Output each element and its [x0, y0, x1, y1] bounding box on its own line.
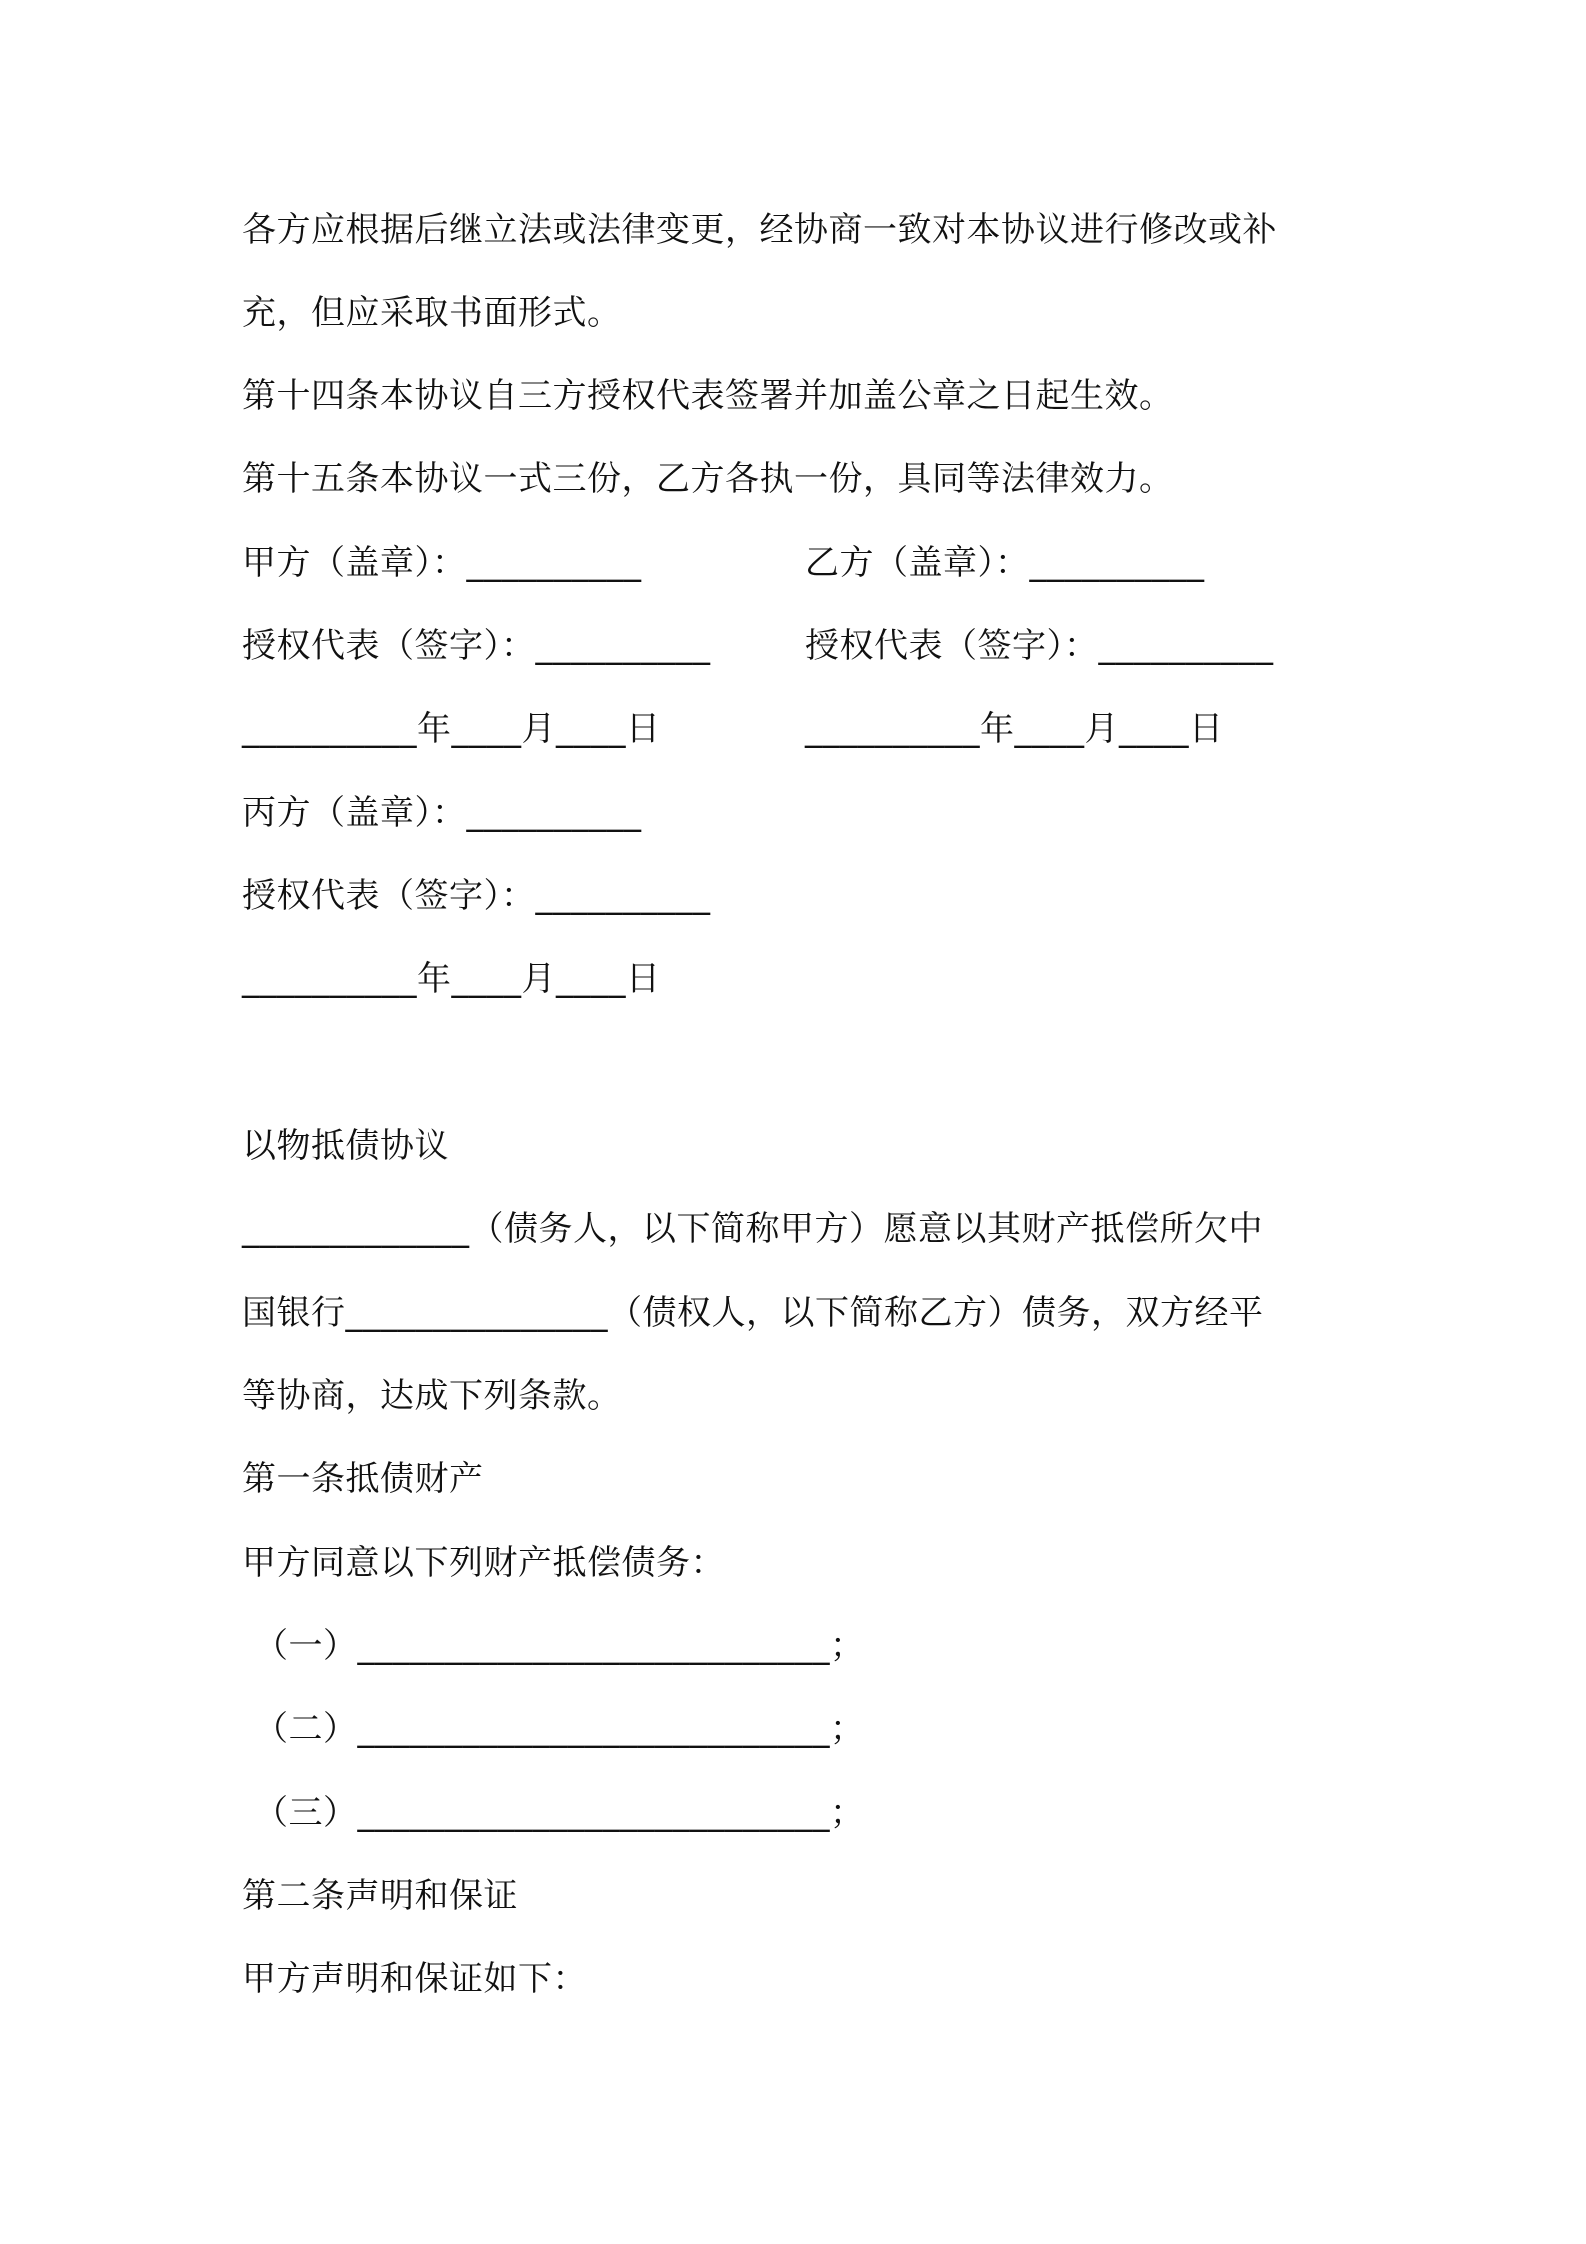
article-1-title: 第一条抵债财产: [242, 1459, 484, 1499]
list-item: （二）___________________________；: [254, 1709, 865, 1749]
party-c-seal: 丙方（盖章）：__________: [242, 793, 642, 833]
party-a-seal: 甲方（盖章）：__________: [242, 543, 642, 583]
article-14: 第十四条本协议自三方授权代表签署并加盖公章之日起生效。: [242, 376, 1174, 416]
party-c-representative: 授权代表（签字）：__________: [242, 876, 711, 916]
party-b-seal: 乙方（盖章）：__________: [805, 543, 1205, 583]
article-1-body: 甲方同意以下列财产抵偿债务：: [242, 1543, 725, 1583]
list-item: （一）___________________________；: [254, 1626, 865, 1666]
list-item: （三）___________________________；: [254, 1793, 865, 1833]
article-15: 第十五条本协议一式三份，乙方各执一份，具同等法律效力。: [242, 459, 1174, 499]
intro-line2: 国银行_______________（债权人，以下简称乙方）债务，双方经平: [242, 1293, 1264, 1333]
party-b-representative: 授权代表（签字）：__________: [805, 626, 1274, 666]
party-a-date: __________年____月____日: [242, 709, 661, 749]
party-c-date: __________年____月____日: [242, 959, 661, 999]
intro-line1: _____________（债务人，以下简称甲方）愿意以其财产抵偿所欠中: [242, 1209, 1263, 1249]
party-b-date: __________年____月____日: [805, 709, 1224, 749]
article-2-body: 甲方声明和保证如下：: [242, 1959, 587, 1999]
paragraph-amend-line2: 充，但应采取书面形式。: [242, 293, 622, 333]
intro-line3: 等协商，达成下列条款。: [242, 1376, 622, 1416]
document-title: 以物抵债协议: [242, 1126, 449, 1166]
party-a-representative: 授权代表（签字）：__________: [242, 626, 711, 666]
paragraph-amend-line1: 各方应根据后继立法或法律变更，经协商一致对本协议进行修改或补: [242, 210, 1277, 250]
article-2-title: 第二条声明和保证: [242, 1876, 518, 1916]
